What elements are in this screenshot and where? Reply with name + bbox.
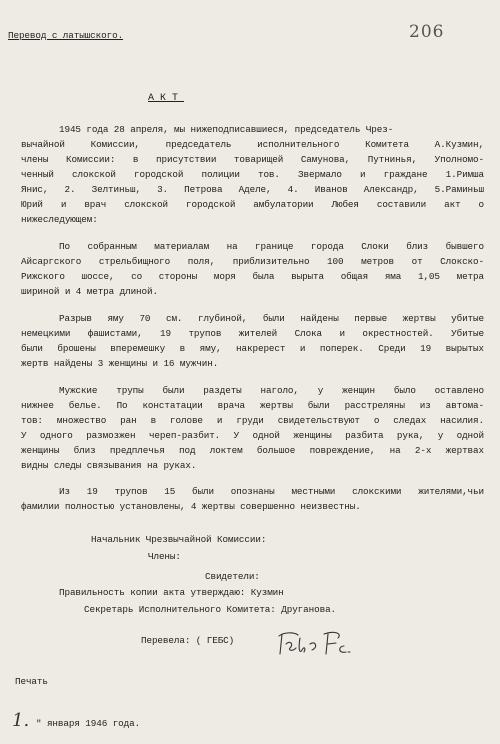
para2-line-3: были брошены вперемешку в яму, накререст и поперек. Среди 19 вырытых <box>21 343 484 354</box>
para3-line-3: тов: множество ран в голове и груди свидетельствуют о следах насилия. <box>21 415 484 426</box>
para1-line-3: Рижского шоссе, со стороны моря была вырыта общая яма 1,05 метра <box>21 271 484 282</box>
intro-line-2: вычайной Комиссии, председатель исполнительного Комитета А.Кузмин, <box>21 139 484 150</box>
para2-line-1: Разрыв яму 70 см. глубиной, были найдены первые жертвы убитые <box>59 313 484 324</box>
para1-line-1: По собранным материалам на границе города Слоки близ бывшего <box>59 241 484 252</box>
para2-line-2: немецкими фашистами, 19 трупов жителей Слока и окрестностей. Убитые <box>21 328 484 339</box>
para3-line-5: женщины близ предплечья под локтем большое повреждение, на 2-х жертвах <box>21 445 484 456</box>
chairman-label: Начальник Чрезвычайной Комиссии: <box>91 534 267 545</box>
para4-line-2: фамилии полностью установлены, 4 жертвы совершенно неизвестны. <box>21 501 361 512</box>
stamp-label: Печать <box>15 676 48 687</box>
intro-line-6: Юрий и врач слокской городской амбулатории Любея составили акт о <box>21 199 484 210</box>
intro-line-4: ченный слокской городской полиции тов. Звермало и граждане 1.Римша <box>21 169 484 180</box>
date-line: " января 1946 года. <box>36 718 141 729</box>
handwritten-signature <box>276 630 372 658</box>
members-label: Члены: <box>148 551 181 562</box>
page-number: 206 <box>409 22 445 42</box>
para1-line-4: шириной и 4 метра длиной. <box>21 286 158 297</box>
translation-note: Перевод с латышского. <box>8 30 124 41</box>
document-title: АКТ <box>148 93 185 104</box>
para3-line-2: нижнее белье. По констатации врача жертвы были расстреляны из автома- <box>21 400 484 411</box>
intro-line-5: Янис, 2. Зелтиньш, 3. Петрова Аделе, 4. Иванов Александр, 5.Раминьш <box>21 184 484 195</box>
intro-line-7: нижеследующем: <box>21 214 98 225</box>
intro-line-1: 1945 года 28 апреля, мы нижеподписавшиеся, председатель Чрез- <box>59 124 394 135</box>
witnesses-label: Свидетели: <box>205 571 260 582</box>
copy-approval-line: Правильность копии акта утверждаю: Кузмин <box>59 587 284 598</box>
para3-line-4: У одного размозжен череп-разбит. У одной женщины разбита рука, у одной <box>21 430 484 441</box>
para4-line-1: Из 19 трупов 15 были опознаны местными слокскими жителями,чьи <box>59 486 484 497</box>
para3-line-1: Мужские трупы были раздеты наголо, у женщин было оставлено <box>59 385 484 396</box>
para2-line-4: жертв найдены 3 женщины и 16 мужчин. <box>21 358 219 369</box>
para3-line-6: видны следы связывания на руках. <box>21 460 197 471</box>
translator-line: Перевела: ( ГЕБС) <box>141 635 235 646</box>
intro-line-3: члены Комиссии: в присутствии товарищей Самунова, Путнинья, Уполномо- <box>21 154 484 165</box>
secretary-line: Секретарь Исполнительного Комитета: Друганова. <box>84 604 337 615</box>
para1-line-2: Айсаргского стрельбищного поля, приблизительно 100 метров от Слокско- <box>21 256 484 267</box>
handwritten-day: 1. <box>12 710 30 731</box>
